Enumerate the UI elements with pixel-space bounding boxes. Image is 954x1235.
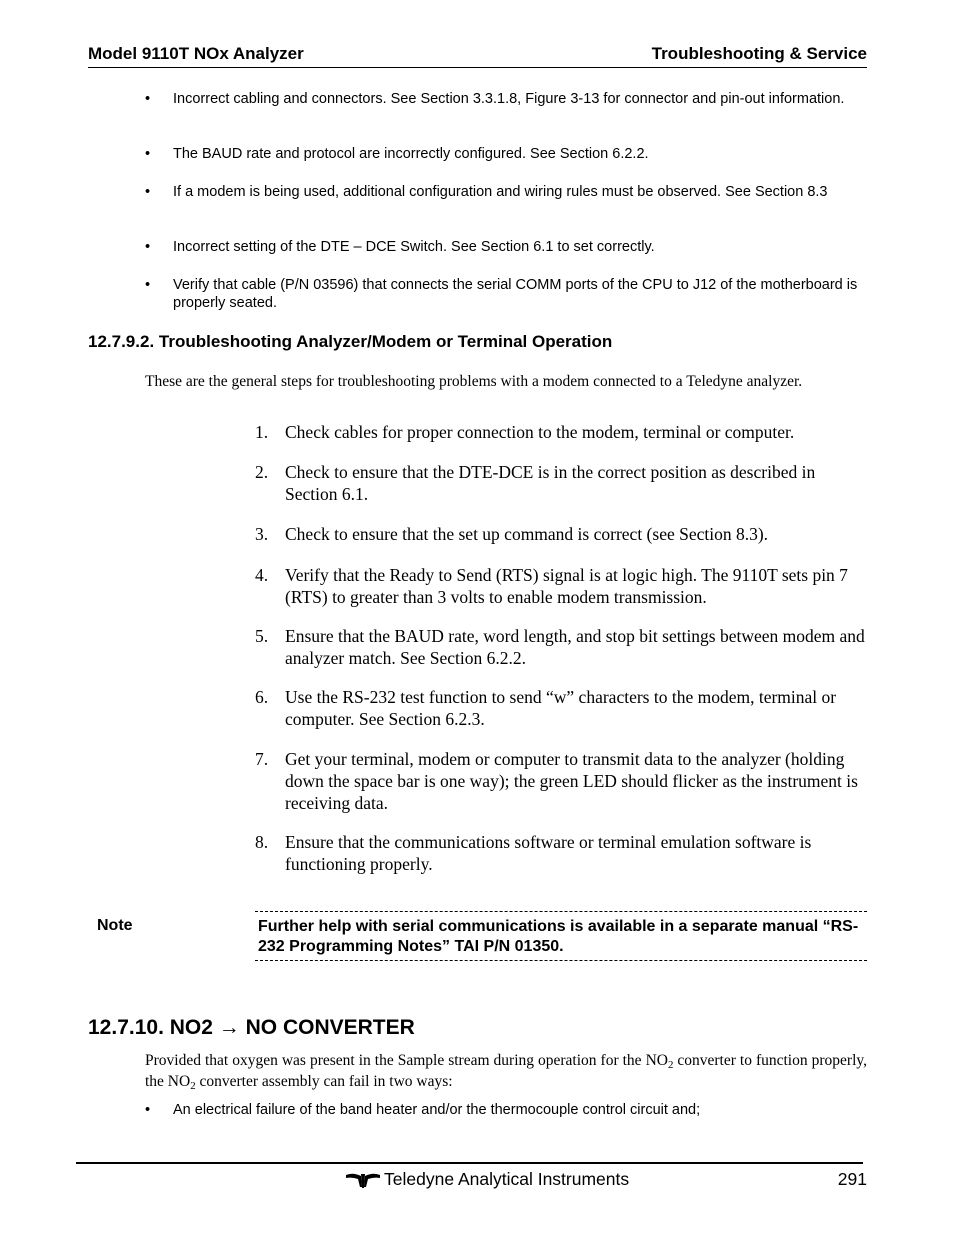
numbered-step <box>255 831 867 875</box>
bullet-icon: • <box>145 239 151 255</box>
text-run: Provided that oxygen was present in the Sample stream during operation for the NO <box>145 1052 668 1069</box>
header-rule <box>88 67 867 68</box>
bullet-icon: • <box>145 91 151 107</box>
list-item <box>145 145 867 163</box>
step-text: Ensure that the communications software or terminal emulation software is functioning properly. <box>285 832 812 874</box>
text-run: converter to function properly, the NO <box>145 1052 867 1090</box>
footer-rule <box>76 1162 863 1164</box>
list-item <box>145 276 867 312</box>
section-heading-converter <box>88 1016 415 1040</box>
teledyne-logo-icon <box>345 1171 381 1189</box>
running-header-title: Model 9110T NOx Analyzer <box>88 44 304 63</box>
list-item <box>145 238 867 256</box>
step-number: 8. <box>255 832 269 852</box>
step-number: 2. <box>255 462 269 482</box>
bullet-icon: • <box>145 146 151 162</box>
page-number: 291 <box>837 1169 867 1189</box>
list-item <box>145 90 867 126</box>
step-text: Check to ensure that the DTE-DCE is in the correct position as described in Section 6.1. <box>285 462 816 504</box>
note-label: Note <box>97 917 133 934</box>
list-item-text: Verify that cable (P/N 03596) that connects the serial COMM ports of the CPU to J12 of the motherboard is properly seated. <box>173 277 858 311</box>
list-item-text: If a modem is being used, additional configuration and wiring rules must be observed. See Section 8.3 <box>173 184 828 200</box>
running-header-section: Troubleshooting & Service <box>651 44 867 63</box>
step-text: Check to ensure that the set up command is correct (see Section 8.3). <box>285 524 769 544</box>
step-number: 5. <box>255 626 269 646</box>
list-item <box>145 183 867 219</box>
bullet-icon: • <box>145 277 151 293</box>
numbered-step <box>255 461 867 505</box>
list-item-text: The BAUD rate and protocol are incorrectly configured. See Section 6.2.2. <box>173 146 649 162</box>
text-run: converter assembly can fail in two ways: <box>195 1073 453 1090</box>
numbered-step <box>255 564 867 608</box>
bullet-icon: • <box>145 1102 151 1118</box>
step-number: 3. <box>255 524 269 544</box>
list-item-text: An electrical failure of the band heater and/or the thermocouple control circuit and; <box>173 1102 701 1118</box>
numbered-step <box>255 523 867 545</box>
step-text: Check cables for proper connection to the modem, terminal or computer. <box>285 422 795 442</box>
subscript: 2 <box>190 1080 196 1092</box>
section-heading: 12.7.9.2. Troubleshooting Analyzer/Modem or Terminal Operation <box>88 332 613 351</box>
step-number: 4. <box>255 565 269 585</box>
note-text: Further help with serial communications is available in a separate manual “RS-232 Programming Notes” TAI P/N 01350. <box>258 918 859 955</box>
numbered-step <box>255 625 867 669</box>
list-item-text: Incorrect setting of the DTE – DCE Switch. See Section 6.1 to set correctly. <box>173 239 655 255</box>
step-number: 7. <box>255 749 269 769</box>
step-text: Ensure that the BAUD rate, word length, and stop bit settings between modem and analyzer match. See Section 6.2.2. <box>285 626 865 668</box>
heading-text: NO CONVERTER <box>245 1016 415 1039</box>
converter-intro <box>145 1050 867 1092</box>
arrow-icon: → <box>218 1016 240 1039</box>
step-text: Verify that the Ready to Send (RTS) signal is at logic high. The 9110T sets pin 7 (RTS) to greater than 3 volts to enable modem transmission. <box>285 565 848 607</box>
step-number: 6. <box>255 687 269 707</box>
subscript: 2 <box>667 1059 674 1071</box>
numbered-step <box>255 421 867 443</box>
list-item-text: Incorrect cabling and connectors. See Section 3.3.1.8, Figure 3-13 for connector and pin-out information. <box>173 91 845 107</box>
heading-number: 12.7.10. NO2 <box>88 1016 213 1039</box>
numbered-step <box>255 748 867 814</box>
numbered-step <box>255 686 867 730</box>
step-text: Get your terminal, modem or computer to transmit data to the analyzer (holding down the space bar is one way); the green LED should flicker as the instrument is receiving data. <box>285 749 858 813</box>
section-intro: These are the general steps for troubleshooting problems with a modem connected to a Teledyne analyzer. <box>145 373 803 390</box>
step-number: 1. <box>255 422 269 442</box>
footer-company: Teledyne Analytical Instruments <box>384 1169 630 1189</box>
step-text: Use the RS-232 test function to send “w” characters to the modem, terminal or computer. See Section 6.2.3. <box>285 687 837 729</box>
list-item <box>145 1101 867 1119</box>
bullet-icon: • <box>145 184 151 200</box>
